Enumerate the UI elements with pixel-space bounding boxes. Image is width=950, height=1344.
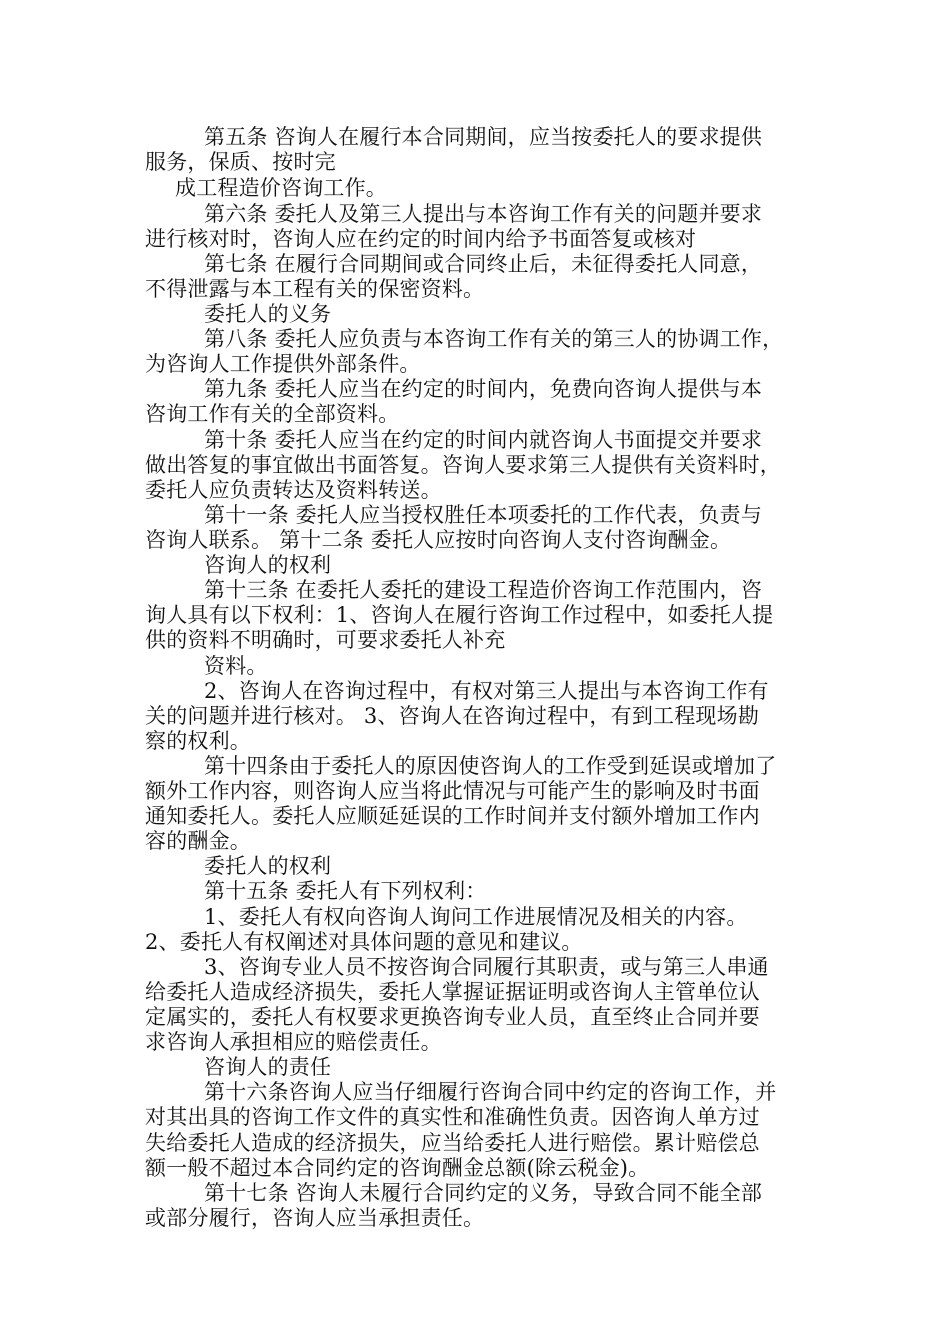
text-line: 咨询工作有关的全部资料。 (145, 402, 400, 426)
text-line: 2、委托人有权阐述对具体问题的意见和建议。 (145, 930, 583, 954)
text-line: 或部分履行，咨询人应当承担责任。 (145, 1206, 485, 1230)
text-line: 服务，保质、按时完 (145, 150, 336, 174)
text-line: 关的问题并进行核对。 3、咨询人在咨询过程中，有到工程现场勘 (145, 704, 760, 728)
text-line: 第九条 委托人应当在约定的时间内，免费向咨询人提供与本 (204, 377, 763, 401)
text-line: 2、咨询人在咨询过程中，有权对第三人提出与本咨询工作有 (204, 679, 769, 703)
text-line: 定属实的，委托人有权要求更换咨询专业人员，直至终止合同并要 (145, 1005, 760, 1029)
text-line: 第十一条 委托人应当授权胜任本项委托的工作代表，负责与 (204, 503, 763, 527)
text-line: 为咨询人工作提供外部条件。 (145, 352, 421, 376)
section-heading: 委托人的义务 (204, 302, 332, 326)
text-line: 第七条 在履行合同期间或合同终止后，未征得委托人同意， (204, 252, 763, 276)
text-line: 1、委托人有权向咨询人询问工作进展情况及相关的内容。 (204, 905, 748, 929)
text-line: 3、咨询专业人员不按咨询合同履行其职责，或与第三人串通 (204, 955, 769, 979)
text-line: 第十五条 委托人有下列权利： (204, 879, 487, 903)
text-line: 额外工作内容，则咨询人应当将此情况与可能产生的影响及时书面 (145, 779, 760, 803)
text-line: 第十四条由于委托人的原因使咨询人的工作受到延误或增加了 (204, 754, 777, 778)
text-line: 询人具有以下权利：1、咨询人在履行咨询工作过程中，如委托人提 (145, 603, 774, 627)
text-line: 第十六条咨询人应当仔细履行咨询合同中约定的咨询工作，并 (204, 1080, 777, 1104)
text-line: 第十三条 在委托人委托的建设工程造价咨询工作范围内，咨 (204, 578, 763, 602)
section-heading: 委托人的权利 (204, 854, 332, 878)
text-line: 不得泄露与本工程有关的保密资料。 (145, 277, 485, 301)
text-line: 资料。 (204, 654, 268, 678)
text-line: 通知委托人。委托人应顺延延误的工作时间并支付额外增加工作内 (145, 804, 760, 828)
text-line: 第十七条 咨询人未履行合同约定的义务，导致合同不能全部 (204, 1181, 763, 1205)
section-heading: 咨询人的责任 (204, 1055, 332, 1079)
text-line: 给委托人造成经济损失，委托人掌握证据证明或咨询人主管单位认 (145, 980, 760, 1004)
text-line: 做出答复的事宜做出书面答复。咨询人要求第三人提供有关资料时， (145, 453, 781, 477)
text-line: 供的资料不明确时，可要求委托人补充 (145, 628, 506, 652)
text-line: 失给委托人造成的经济损失，应当给委托人进行赔偿。累计赔偿总 (145, 1131, 760, 1155)
text-line: 进行核对时，咨询人应在约定的时间内给予书面答复或核对 (145, 227, 697, 251)
section-heading: 咨询人的权利 (204, 553, 332, 577)
text-line: 容的酬金。 (145, 829, 251, 853)
text-line: 察的权利。 (145, 729, 251, 753)
text-line: 委托人应负责转达及资料转送。 (145, 478, 442, 502)
text-line: 第八条 委托人应负责与本咨询工作有关的第三人的协调工作， (204, 327, 784, 351)
text-line: 求咨询人承担相应的赔偿责任。 (145, 1030, 442, 1054)
text-line: 成工程造价咨询工作。 (175, 176, 387, 200)
text-line: 第六条 委托人及第三人提出与本咨询工作有关的问题并要求 (204, 202, 763, 226)
text-line: 第十条 委托人应当在约定的时间内就咨询人书面提交并要求 (204, 428, 763, 452)
text-line: 对其出具的咨询工作文件的真实性和准确性负责。因咨询人单方过 (145, 1105, 760, 1129)
text-line: 第五条 咨询人在履行本合同期间，应当按委托人的要求提供 (204, 125, 763, 149)
text-line: 咨询人联系。 第十二条 委托人应按时向咨询人支付咨询酬金。 (145, 528, 732, 552)
text-line: 额一般不超过本合同约定的咨询酬金总额(除云税金)。 (145, 1156, 650, 1180)
